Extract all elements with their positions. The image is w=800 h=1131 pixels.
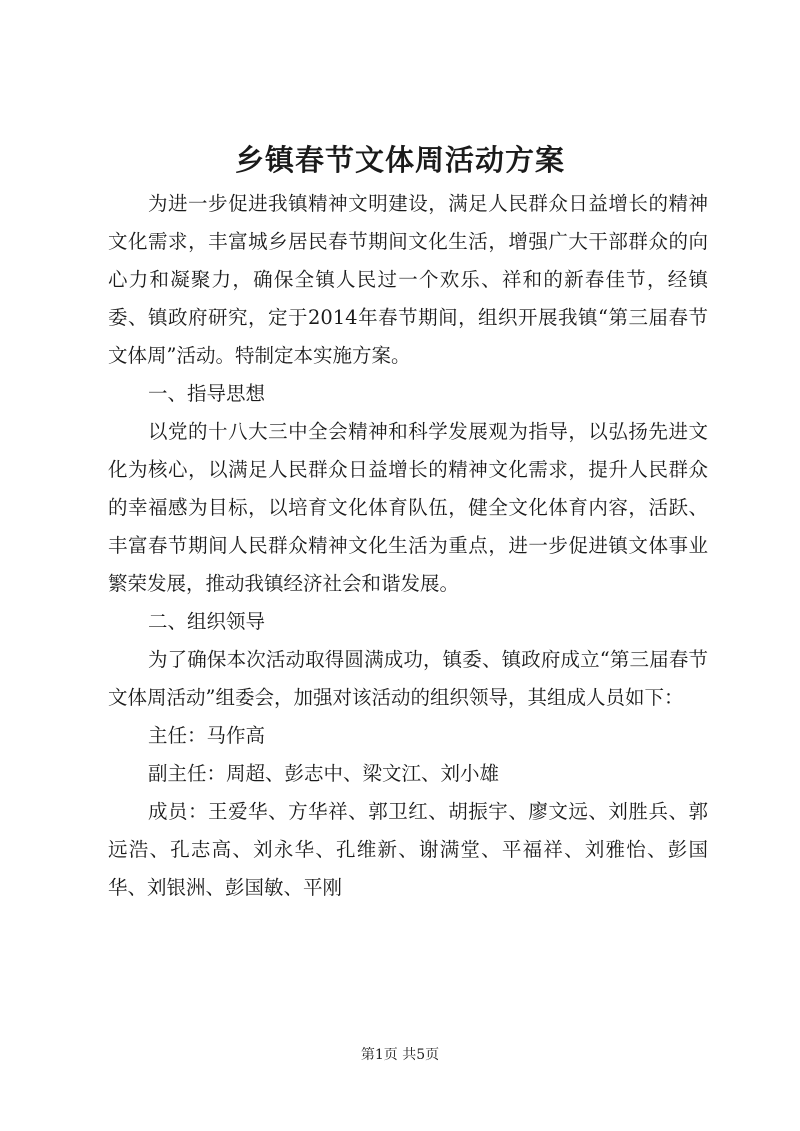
intro-paragraph: 为进一步促进我镇精神文明建设，满足人民群众日益增长的精神文化需求，丰富城乡居民春节期间文化生活，增强广大干部群众的向心力和凝聚力，确保全镇人民过一个欢乐、祥和的新春佳节，经镇委、镇政府研究，定于2014年春节期间，组织开展我镇“第三届春节文体周”活动。特制定本实施方案。 bbox=[108, 192, 708, 367]
deputy-director-line: 副主任：周超、彭志中、梁文江、刘小雄 bbox=[148, 762, 500, 785]
organization-paragraph: 为了确保本次活动取得圆满成功，镇委、镇政府成立“第三届春节文体周活动”组委会，加强对该活动的组织领导，其组成人员如下： bbox=[108, 648, 708, 709]
section-heading-guiding-ideology: 一、指导思想 bbox=[148, 382, 266, 405]
members-line: 成员：王爱华、方华祥、郭卫红、胡振宇、廖文远、刘胜兵、郭远浩、孔志高、刘永华、孔维新、谢满堂、平福祥、刘雅怡、彭国华、刘银洲、彭国敏、平刚 bbox=[108, 800, 708, 899]
document-title: 乡镇春节文体周活动方案 bbox=[234, 143, 565, 177]
page-number-footer: 第1页 共5页 bbox=[360, 1047, 440, 1063]
section-heading-organization: 二、组织领导 bbox=[148, 610, 266, 633]
guiding-ideology-paragraph: 以党的十八大三中全会精神和科学发展观为指导，以弘扬先进文化为核心，以满足人民群众日益增长的精神文化需求，提升人民群众的幸福感为目标，以培育文化体育队伍，健全文化体育内容，活跃、丰富春节期间人民群众精神文化生活为重点，进一步促进镇文体事业繁荣发展，推动我镇经济社会和谐发展。 bbox=[108, 420, 708, 595]
document-body bbox=[108, 185, 708, 907]
director-line: 主任：马作高 bbox=[148, 724, 266, 747]
